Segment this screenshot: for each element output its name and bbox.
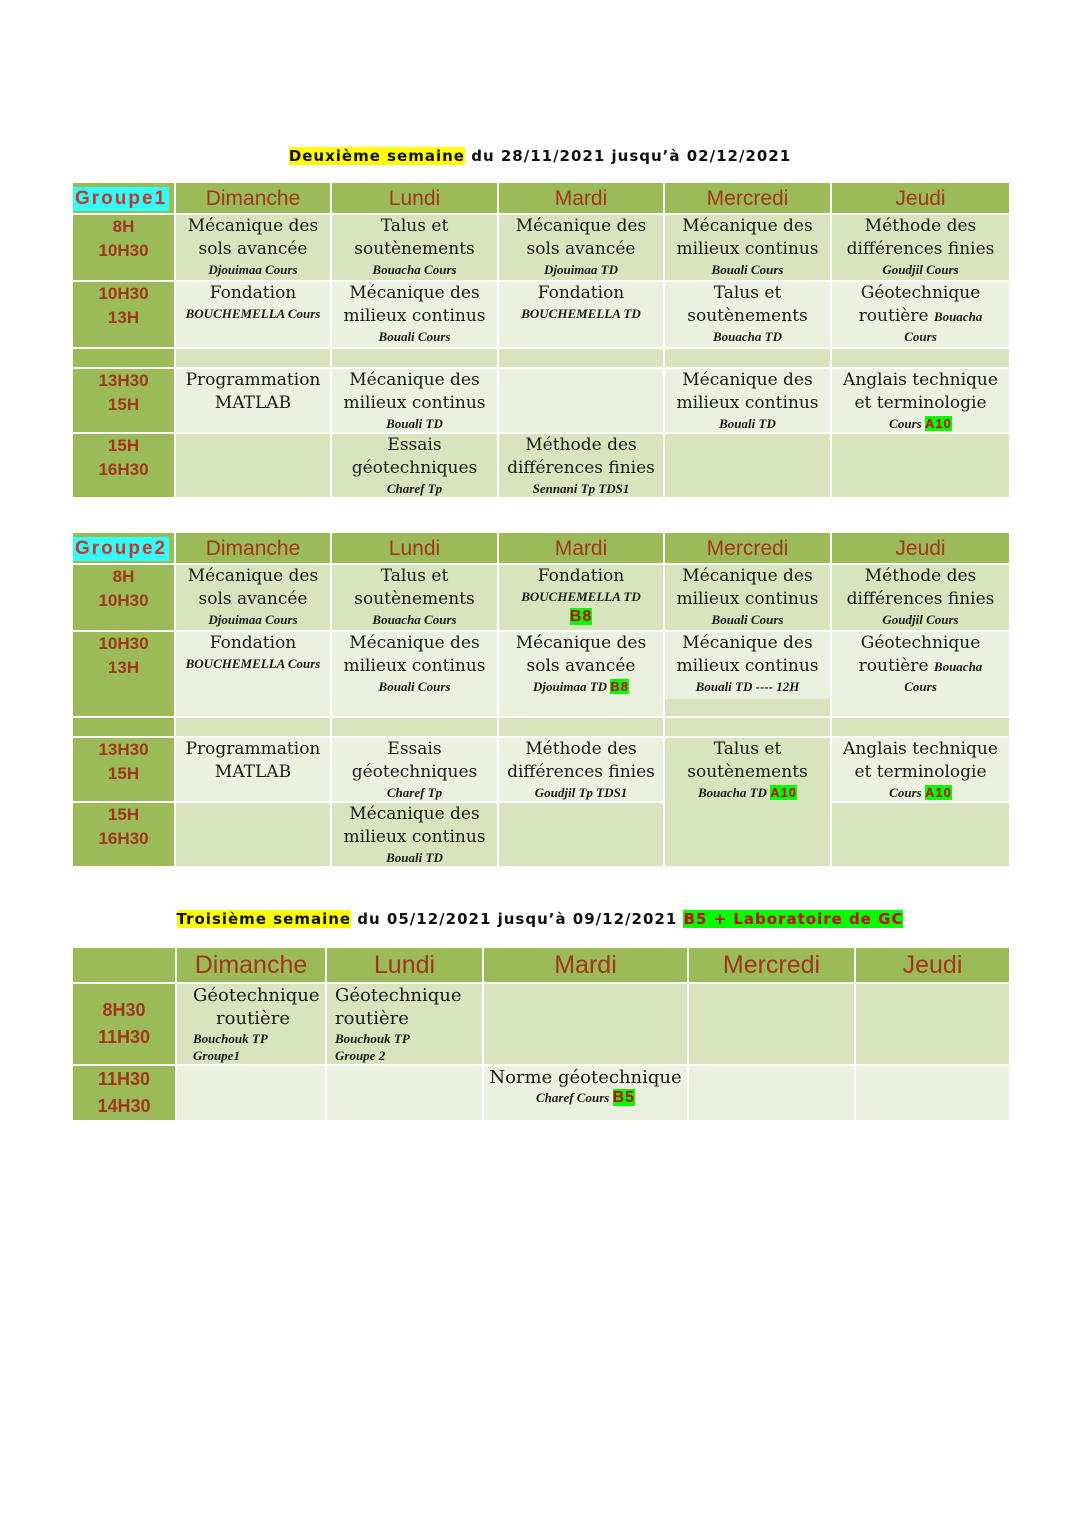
course-cell-empty: [855, 983, 1010, 1065]
group1-row-2: [72, 281, 1010, 348]
course-cell: Anglais technique et terminologie Cours A10: [831, 737, 1010, 802]
course-cell-empty: [498, 368, 664, 433]
course-cell-empty: [483, 983, 688, 1065]
week3-title: [0, 910, 1080, 928]
week3-timetable: [71, 946, 1011, 1122]
week3-row-2: [72, 1065, 1010, 1121]
course-cell: Norme géotechnique Charef Cours B5: [483, 1065, 688, 1121]
week3-header-row: [72, 947, 1010, 983]
day-header: Dimanche: [176, 947, 326, 983]
course-cell-empty: [688, 983, 855, 1065]
course-cell: Méthode des différences finies Goudjil Cours: [831, 214, 1010, 281]
course-cell-empty: [855, 1065, 1010, 1121]
day-header: Mercredi: [664, 532, 831, 564]
course-cell: Essais géotechniques Charef Tp: [331, 737, 498, 802]
group1-row-4: [72, 433, 1010, 498]
room-badge: A10: [770, 785, 798, 800]
day-header: Mercredi: [688, 947, 855, 983]
course-cell: Mécanique des milieux continus Bouali TD: [331, 368, 498, 433]
group1-row-1: [72, 214, 1010, 281]
course-cell: Fondation BOUCHEMELLA Cours: [175, 631, 331, 717]
course-cell-empty: [498, 802, 664, 867]
day-header: Lundi: [331, 532, 498, 564]
group2-row-1: [72, 564, 1010, 631]
group1-timetable: [71, 181, 1011, 499]
time-slot: 11H30 14H30: [72, 1065, 176, 1121]
time-slot: 10H30 13H: [72, 281, 175, 348]
time-slot: 15H 16H30: [72, 433, 175, 498]
course-cell-empty: [831, 433, 1010, 498]
week2-title-dates: du 28/11/2021 jusqu’à 02/12/2021: [464, 147, 792, 165]
course-cell: Méthode des différences finies Goudjil Cours: [831, 564, 1010, 631]
time-slot: 13H30 15H: [72, 737, 175, 802]
course-cell: Géotechnique routière Bouacha Cours: [831, 631, 1010, 717]
time-slot: 10H30 13H: [72, 631, 175, 717]
room-badge: B8: [610, 679, 629, 694]
course-cell: Talus et soutènements Bouacha TD: [664, 281, 831, 348]
course-cell: Mécanique des milieux continus Bouali Cours: [664, 214, 831, 281]
course-cell-empty: [831, 802, 1010, 867]
course-cell: Méthode des différences finies Sennani Tp TDS1: [498, 433, 664, 498]
day-header: Dimanche: [175, 532, 331, 564]
day-header: Mardi: [498, 182, 664, 214]
day-header: Jeudi: [855, 947, 1010, 983]
group1-separator-row: [72, 348, 1010, 368]
time-slot: 8H30 11H30: [72, 983, 176, 1065]
group1-row-3: [72, 368, 1010, 433]
course-cell-empty: [664, 433, 831, 498]
room-badge: A10: [924, 785, 952, 800]
course-cell: Mécanique des milieux continus Bouali Cours: [331, 281, 498, 348]
corner-cell: [72, 947, 176, 983]
week2-title-highlight: Deuxième semaine: [288, 147, 465, 165]
week3-title-highlight: Troisième semaine: [176, 910, 352, 928]
course-cell: Mécanique des milieux continus Bouali TD ---- 12H: [664, 631, 831, 717]
week3-title-dates: du 05/12/2021 jusqu’à 09/12/2021: [351, 910, 684, 928]
split-subcell: [665, 699, 830, 716]
course-cell: Mécanique des sols avancée Djouimaa TD B8: [498, 631, 664, 717]
group2-row-4: [72, 802, 1010, 867]
course-cell: Géotechnique routière Bouchouk TP Groupe1: [176, 983, 326, 1065]
course-cell: Talus et soutènements Bouacha TD A10: [664, 737, 831, 867]
time-slot: 8H 10H30: [72, 214, 175, 281]
group2-row-3: [72, 737, 1010, 802]
course-cell-empty: [175, 433, 331, 498]
course-cell-empty: [326, 1065, 483, 1121]
time-slot: 8H 10H30: [72, 564, 175, 631]
group2-row-2: [72, 631, 1010, 717]
course-cell: Mécanique des sols avancée Djouimaa Cours: [175, 564, 331, 631]
day-header: Mardi: [483, 947, 688, 983]
course-cell: Géotechnique routière Bouacha Cours: [831, 281, 1010, 348]
course-cell: Mécanique des sols avancée Djouimaa TD: [498, 214, 664, 281]
time-slot: 15H 16H30: [72, 802, 175, 867]
course-cell: Fondation BOUCHEMELLA Cours: [175, 281, 331, 348]
day-header: Mercredi: [664, 182, 831, 214]
course-cell: Méthode des différences finies Goudjil Tp TDS1: [498, 737, 664, 802]
day-header: Lundi: [331, 182, 498, 214]
course-cell: Mécanique des milieux continus Bouali TD: [331, 802, 498, 867]
day-header: Mardi: [498, 532, 664, 564]
course-cell: Mécanique des milieux continus Bouali Cours: [664, 564, 831, 631]
day-header: Lundi: [326, 947, 483, 983]
group1-header-row: [72, 182, 1010, 214]
week2-title: [0, 147, 1080, 165]
day-header: Jeudi: [831, 532, 1010, 564]
week3-title-room: B5 + Laboratoire de GC: [683, 910, 904, 928]
group2-separator-row: [72, 717, 1010, 737]
day-header: Jeudi: [831, 182, 1010, 214]
room-badge: B8: [569, 608, 593, 625]
course-cell: Fondation BOUCHEMELLA TD: [498, 281, 664, 348]
room-badge: A10: [924, 416, 952, 431]
day-header: Dimanche: [175, 182, 331, 214]
course-cell-empty: [175, 802, 331, 867]
course-cell: Mécanique des milieux continus Bouali Cours: [331, 631, 498, 717]
course-cell: Géotechnique routière Bouchouk TP Groupe 2: [326, 983, 483, 1065]
course-cell: Programmation MATLAB: [175, 737, 331, 802]
course-cell: Mécanique des sols avancée Djouimaa Cours: [175, 214, 331, 281]
course-cell: Anglais technique et terminologie Cours A10: [831, 368, 1010, 433]
course-cell: Talus et soutènements Bouacha Cours: [331, 214, 498, 281]
room-badge: B5: [612, 1089, 636, 1106]
time-slot: 13H30 15H: [72, 368, 175, 433]
course-cell-empty: [176, 1065, 326, 1121]
week3-row-1: [72, 983, 1010, 1065]
course-cell-empty: [688, 1065, 855, 1121]
group1-label-cell: [72, 182, 175, 214]
group2-label: Groupe2: [75, 537, 168, 559]
course-cell: Fondation BOUCHEMELLA TD B8: [498, 564, 664, 631]
group2-header-row: [72, 532, 1010, 564]
group2-label-cell: [72, 532, 175, 564]
course-cell: Mécanique des milieux continus Bouali TD: [664, 368, 831, 433]
course-cell: Programmation MATLAB: [175, 368, 331, 433]
course-cell: Essais géotechniques Charef Tp: [331, 433, 498, 498]
group2-timetable: [71, 531, 1011, 868]
course-cell: Talus et soutènements Bouacha Cours: [331, 564, 498, 631]
group1-label: Groupe1: [75, 187, 168, 209]
